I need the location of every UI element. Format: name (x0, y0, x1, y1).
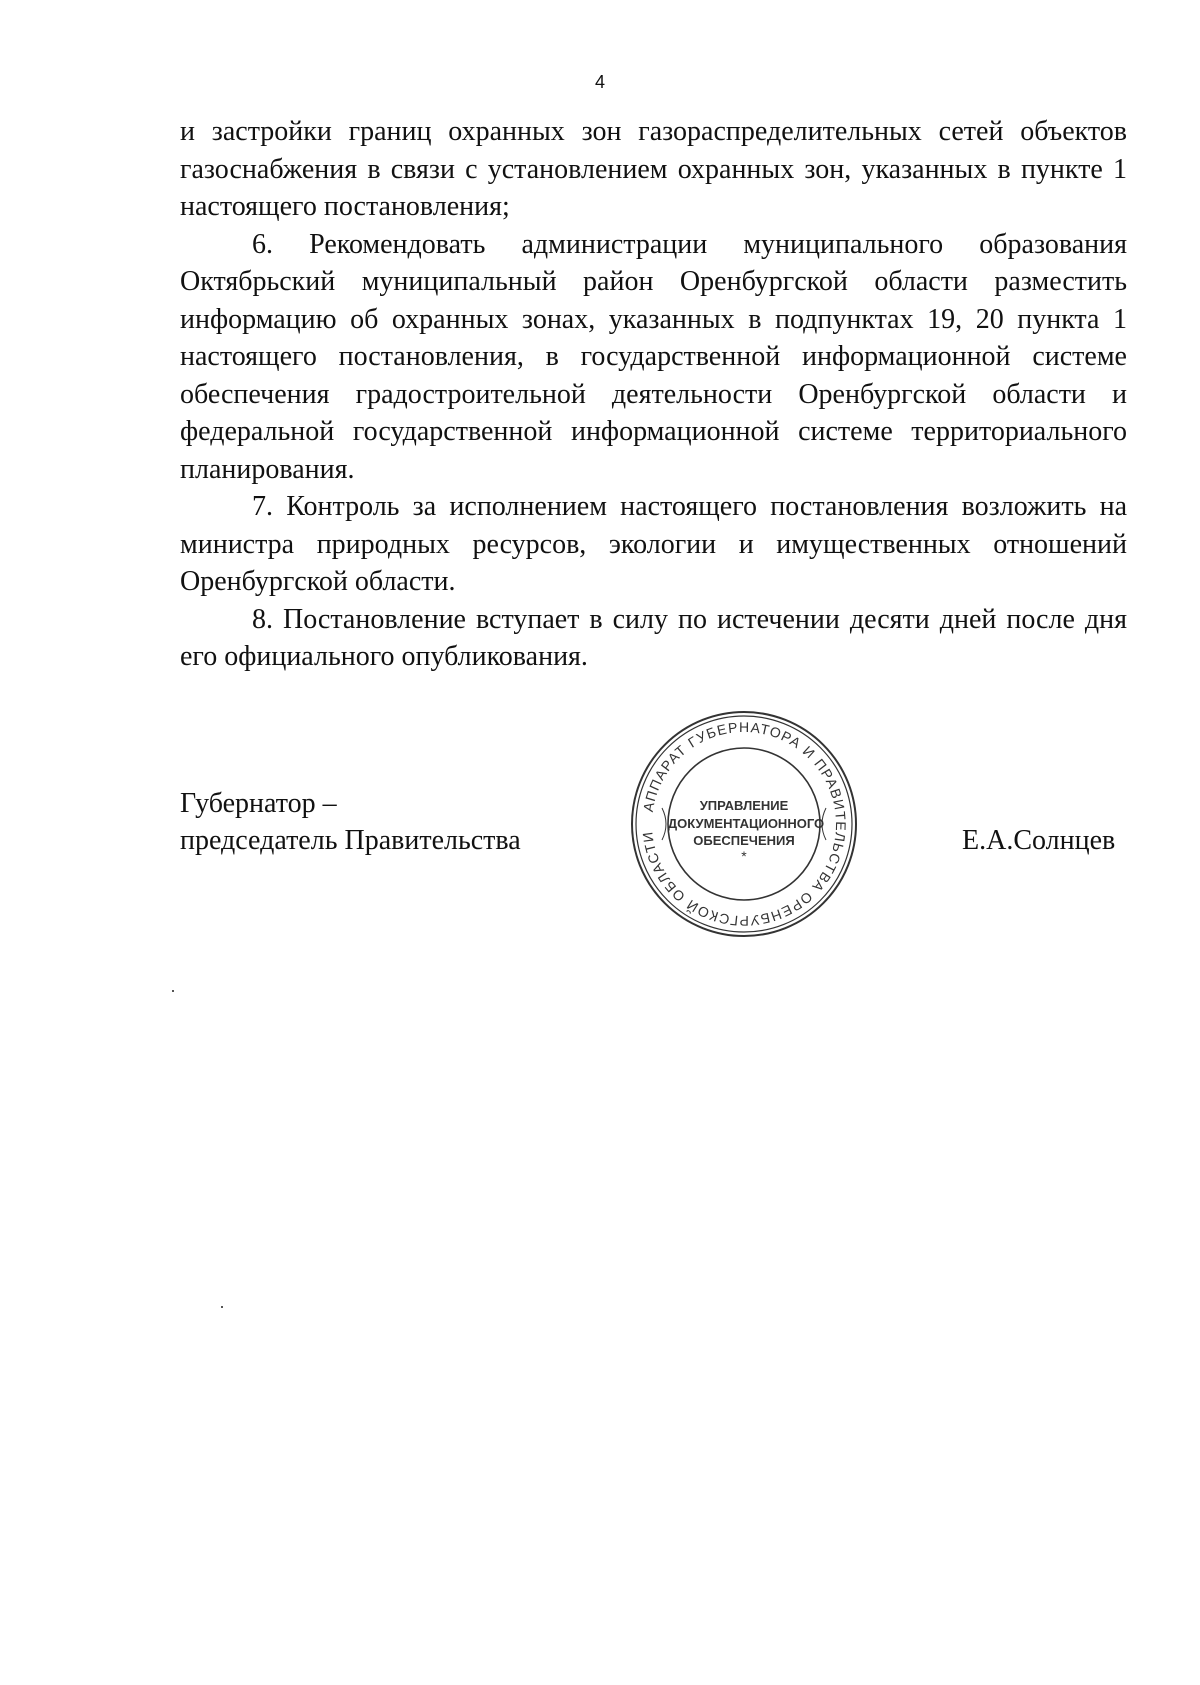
signatory-name: Е.А.Солнцев (962, 825, 1116, 856)
official-seal (628, 708, 860, 940)
svg-text:*: * (741, 848, 747, 864)
signatory-title-line1: Губернатор – (180, 788, 337, 819)
paragraph-item-8: 8. Постановление вступает в силу по истечении десяти дней после дня его официального опубликования. (180, 603, 1127, 672)
paragraph-item-7: 7. Контроль за исполнением настоящего постановления возложить на министра природных ресурсов, экологии и имущественных отношений Оренбургской области. (180, 491, 1127, 597)
seal-center-line3: ОБЕСПЕЧЕНИЯ (693, 833, 795, 848)
scan-speck (221, 1306, 223, 1308)
signatory-title-line2: председатель Правительства (180, 825, 521, 856)
paragraph-continuation: и застройки границ охранных зон газораспределительных сетей объектов газоснабжения в связи с установлением охранных зон, указанных в пункте 1 настоящего постановления; (180, 116, 1127, 222)
document-body (180, 113, 1127, 676)
signatory-position (180, 785, 521, 859)
seal-center-line2: ДОКУМЕНТАЦИОННОГО (667, 816, 825, 831)
scan-speck (172, 990, 174, 992)
seal-center-line1: УПРАВЛЕНИЕ (699, 798, 789, 813)
seal-graphic (628, 708, 860, 940)
seal-outer-text: АППАРАТ ГУБЕРНАТОРА И ПРАВИТЕЛЬСТВА ОРЕНБУРГСКОЙ ОБЛАСТИ (639, 718, 850, 930)
page-number: 4 (594, 72, 605, 92)
paragraph-item-6: 6. Рекомендовать администрации муниципального образования Октябрьский муниципальный район Оренбургской области разместить информацию об охранных зонах, указанных в подпунктах 19, 20 пункта 1 настоящего постановления, в государственной информационной системе обеспечения градостроительной деятельности Оренбургской области и федеральной государственной информационной системе территориального планирования. (180, 228, 1127, 485)
